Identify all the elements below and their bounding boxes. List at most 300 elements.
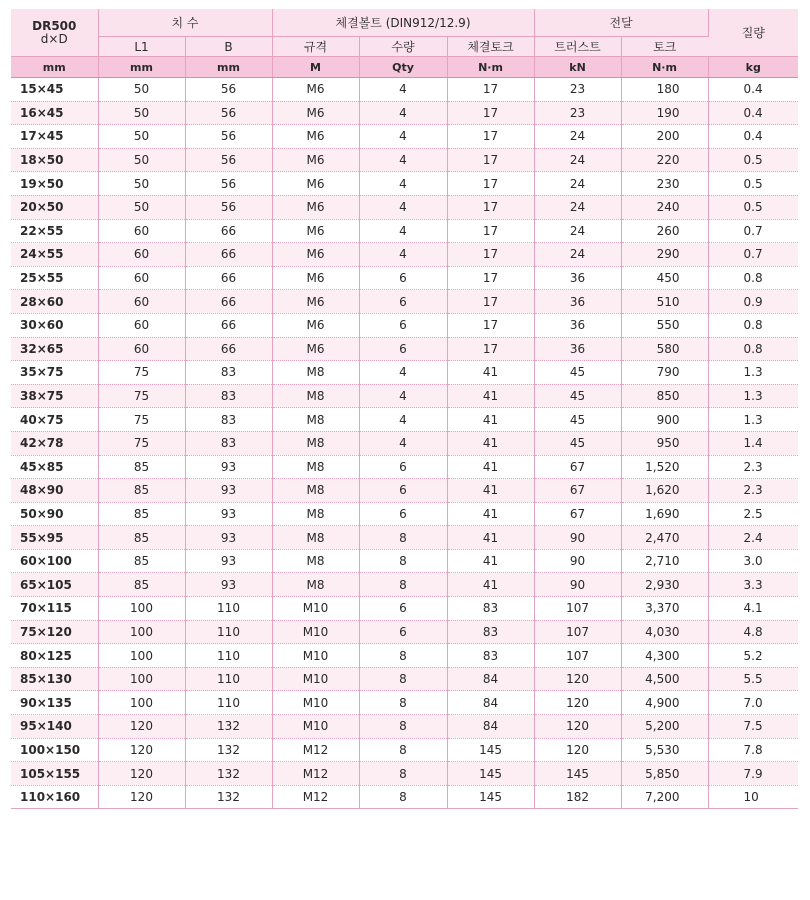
bolt-spec-cell: M6 (272, 219, 359, 243)
l1-cell: 60 (98, 313, 185, 337)
bolt-torque-cell: 41 (447, 408, 534, 432)
table-row (11, 313, 798, 337)
bolt-spec-cell: M12 (272, 738, 359, 762)
bolt-spec-cell: M8 (272, 455, 359, 479)
torque-cell: 1,690 (621, 502, 708, 526)
bolt-qty-cell: 4 (359, 148, 447, 172)
thrust-cell: 36 (534, 290, 621, 314)
bolt-spec-cell: M8 (272, 408, 359, 432)
torque-cell: 5,530 (621, 738, 708, 762)
bolt-spec-cell: M10 (272, 620, 359, 644)
table-row (11, 361, 798, 385)
transmission-group-header: 전달 (534, 9, 708, 37)
size-cell: 70×115 (11, 597, 98, 621)
torque-cell: 240 (621, 195, 708, 219)
b-cell: 66 (185, 313, 272, 337)
size-cell: 45×85 (11, 455, 98, 479)
bolt-torque-cell: 41 (447, 502, 534, 526)
size-cell: 22×55 (11, 219, 98, 243)
l1-cell: 60 (98, 290, 185, 314)
bolt-qty-cell: 8 (359, 644, 447, 668)
table-row (11, 431, 798, 455)
weight-cell: 0.4 (708, 78, 798, 102)
l1-cell: 85 (98, 502, 185, 526)
unit-cell: mm (185, 57, 272, 78)
b-cell: 83 (185, 431, 272, 455)
size-cell: 110×160 (11, 785, 98, 809)
bolt-spec-cell: M8 (272, 431, 359, 455)
b-cell: 56 (185, 125, 272, 149)
bolt-torque-cell: 17 (447, 243, 534, 267)
l1-cell: 50 (98, 172, 185, 196)
table-row (11, 172, 798, 196)
torque-cell: 2,930 (621, 573, 708, 597)
table-row (11, 384, 798, 408)
bolt-qty-cell: 4 (359, 101, 447, 125)
weight-cell: 1.4 (708, 431, 798, 455)
thrust-header: 트러스트 (534, 37, 621, 57)
weight-cell: 1.3 (708, 384, 798, 408)
table-row (11, 620, 798, 644)
l1-cell: 50 (98, 125, 185, 149)
table-row (11, 762, 798, 786)
torque-cell: 950 (621, 431, 708, 455)
bolt-spec-cell: M6 (272, 125, 359, 149)
bolt-torque-cell: 41 (447, 361, 534, 385)
unit-cell: M (272, 57, 359, 78)
bolt-spec-cell: M6 (272, 172, 359, 196)
weight-cell: 7.5 (708, 715, 798, 739)
l1-cell: 85 (98, 573, 185, 597)
size-cell: 65×105 (11, 573, 98, 597)
weight-cell: 0.9 (708, 290, 798, 314)
table-row (11, 785, 798, 809)
spec-table (11, 9, 798, 809)
size-cell: 18×50 (11, 148, 98, 172)
table-row (11, 644, 798, 668)
bolt-torque-cell: 41 (447, 431, 534, 455)
torque-cell: 450 (621, 266, 708, 290)
weight-cell: 0.7 (708, 243, 798, 267)
torque-cell: 7,200 (621, 785, 708, 809)
size-cell: 60×100 (11, 549, 98, 573)
l1-cell: 60 (98, 219, 185, 243)
bolt-spec-cell: M8 (272, 384, 359, 408)
table-row (11, 266, 798, 290)
bolt-torque-cell: 17 (447, 78, 534, 102)
bolt-spec-cell: M10 (272, 667, 359, 691)
bolt-torque-cell: 41 (447, 479, 534, 503)
thrust-cell: 67 (534, 479, 621, 503)
torque-cell: 1,520 (621, 455, 708, 479)
size-cell: 55×95 (11, 526, 98, 550)
bolt-qty-cell: 6 (359, 620, 447, 644)
weight-cell: 0.5 (708, 195, 798, 219)
table-row (11, 526, 798, 550)
bolt-torque-cell: 83 (447, 644, 534, 668)
size-cell: 30×60 (11, 313, 98, 337)
bolt-qty-cell: 8 (359, 738, 447, 762)
l1-cell: 100 (98, 667, 185, 691)
thrust-cell: 45 (534, 431, 621, 455)
bolt-spec-cell: M6 (272, 148, 359, 172)
thrust-cell: 120 (534, 715, 621, 739)
torque-cell: 900 (621, 408, 708, 432)
weight-cell: 0.4 (708, 101, 798, 125)
bolt-qty-cell: 8 (359, 762, 447, 786)
bolt-torque-cell: 17 (447, 313, 534, 337)
bolt-torque-cell: 83 (447, 597, 534, 621)
model-header-cell (11, 9, 98, 57)
size-cell: 17×45 (11, 125, 98, 149)
bolt-torque-cell: 17 (447, 172, 534, 196)
b-cell: 66 (185, 266, 272, 290)
thrust-cell: 23 (534, 78, 621, 102)
table-row (11, 148, 798, 172)
b-cell: 132 (185, 715, 272, 739)
bolt-spec-cell: M6 (272, 337, 359, 361)
torque-cell: 3,370 (621, 597, 708, 621)
thrust-cell: 24 (534, 219, 621, 243)
thrust-cell: 90 (534, 573, 621, 597)
torque-cell: 790 (621, 361, 708, 385)
weight-cell: 5.5 (708, 667, 798, 691)
thrust-cell: 24 (534, 125, 621, 149)
bolt-qty-cell: 8 (359, 715, 447, 739)
l1-cell: 75 (98, 408, 185, 432)
torque-cell: 550 (621, 313, 708, 337)
b-cell: 66 (185, 243, 272, 267)
bolt-spec-cell: M6 (272, 101, 359, 125)
unit-cell: N·m (621, 57, 708, 78)
bolt-qty-cell: 6 (359, 502, 447, 526)
table-row (11, 337, 798, 361)
weight-cell: 2.4 (708, 526, 798, 550)
l1-cell: 85 (98, 455, 185, 479)
b-cell: 93 (185, 455, 272, 479)
weight-cell: 2.3 (708, 479, 798, 503)
dimensions-group-header: 치 수 (98, 9, 272, 37)
weight-cell: 2.3 (708, 455, 798, 479)
b-cell: 93 (185, 573, 272, 597)
torque-cell: 220 (621, 148, 708, 172)
bolt-torque-cell: 17 (447, 125, 534, 149)
bolt-qty-cell: 4 (359, 361, 447, 385)
l1-cell: 60 (98, 337, 185, 361)
l1-cell: 50 (98, 78, 185, 102)
size-cell: 90×135 (11, 691, 98, 715)
b-cell: 83 (185, 408, 272, 432)
thrust-cell: 107 (534, 644, 621, 668)
table-row (11, 290, 798, 314)
l1-cell: 120 (98, 715, 185, 739)
table-row (11, 691, 798, 715)
table-row (11, 549, 798, 573)
weight-cell: 0.8 (708, 266, 798, 290)
bolt-torque-header: 체결토크 (447, 37, 534, 57)
thrust-cell: 107 (534, 597, 621, 621)
thrust-cell: 45 (534, 361, 621, 385)
torque-cell: 580 (621, 337, 708, 361)
thrust-cell: 36 (534, 266, 621, 290)
table-row (11, 715, 798, 739)
table-row (11, 408, 798, 432)
bolt-spec-cell: M8 (272, 502, 359, 526)
bolt-spec-cell: M8 (272, 549, 359, 573)
bolt-torque-cell: 145 (447, 762, 534, 786)
torque-cell: 260 (621, 219, 708, 243)
thrust-cell: 107 (534, 620, 621, 644)
bolt-qty-cell: 4 (359, 195, 447, 219)
thrust-cell: 67 (534, 455, 621, 479)
b-cell: 93 (185, 479, 272, 503)
thrust-cell: 36 (534, 337, 621, 361)
torque-cell: 190 (621, 101, 708, 125)
bolt-torque-cell: 17 (447, 101, 534, 125)
size-cell: 95×140 (11, 715, 98, 739)
l1-cell: 100 (98, 691, 185, 715)
torque-cell: 850 (621, 384, 708, 408)
bolt-qty-cell: 6 (359, 479, 447, 503)
b-cell: 110 (185, 691, 272, 715)
bolt-spec-cell: M6 (272, 78, 359, 102)
bolt-qty-cell: 8 (359, 573, 447, 597)
weight-cell: 0.8 (708, 313, 798, 337)
torque-cell: 5,850 (621, 762, 708, 786)
bolt-qty-cell: 4 (359, 219, 447, 243)
bolt-qty-cell: 8 (359, 785, 447, 809)
bolt-torque-cell: 84 (447, 715, 534, 739)
table-row (11, 243, 798, 267)
b-cell: 66 (185, 290, 272, 314)
bolt-torque-cell: 17 (447, 337, 534, 361)
thrust-cell: 24 (534, 243, 621, 267)
bolt-qty-cell: 4 (359, 125, 447, 149)
weight-cell: 1.3 (708, 361, 798, 385)
torque-cell: 200 (621, 125, 708, 149)
bolt-spec-cell: M6 (272, 243, 359, 267)
l1-cell: 75 (98, 431, 185, 455)
thrust-cell: 120 (534, 738, 621, 762)
bolt-spec-cell: M10 (272, 597, 359, 621)
b-cell: 83 (185, 384, 272, 408)
bolt-torque-cell: 84 (447, 667, 534, 691)
bolt-qty-cell: 6 (359, 313, 447, 337)
torque-cell: 4,900 (621, 691, 708, 715)
torque-cell: 180 (621, 78, 708, 102)
b-cell: 66 (185, 337, 272, 361)
bolt-qty-cell: 4 (359, 384, 447, 408)
bolt-spec-header: 규격 (272, 37, 359, 57)
l1-cell: 50 (98, 195, 185, 219)
bolt-spec-cell: M6 (272, 195, 359, 219)
bolt-torque-cell: 17 (447, 195, 534, 219)
torque-cell: 2,470 (621, 526, 708, 550)
l1-cell: 85 (98, 479, 185, 503)
thrust-cell: 120 (534, 667, 621, 691)
model-name: DR500 (32, 18, 77, 33)
weight-cell: 7.8 (708, 738, 798, 762)
b-cell: 110 (185, 620, 272, 644)
torque-cell: 5,200 (621, 715, 708, 739)
bolt-torque-cell: 84 (447, 691, 534, 715)
unit-cell: mm (98, 57, 185, 78)
l1-cell: 60 (98, 243, 185, 267)
bolt-torque-cell: 41 (447, 384, 534, 408)
table-row (11, 219, 798, 243)
l1-cell: 120 (98, 762, 185, 786)
torque-cell: 4,030 (621, 620, 708, 644)
b-cell: 93 (185, 502, 272, 526)
bolt-qty-cell: 6 (359, 290, 447, 314)
unit-cell: kN (534, 57, 621, 78)
table-row (11, 101, 798, 125)
thrust-cell: 90 (534, 549, 621, 573)
thrust-cell: 45 (534, 408, 621, 432)
bolt-torque-cell: 17 (447, 266, 534, 290)
size-cell: 50×90 (11, 502, 98, 526)
weight-cell: 0.7 (708, 219, 798, 243)
bolt-spec-cell: M8 (272, 573, 359, 597)
b-cell: 93 (185, 549, 272, 573)
bolt-spec-cell: M10 (272, 715, 359, 739)
l1-header: L1 (98, 37, 185, 57)
size-cell: 24×55 (11, 243, 98, 267)
table-row (11, 597, 798, 621)
size-cell: 19×50 (11, 172, 98, 196)
table-row (11, 78, 798, 102)
model-size-label: d×D (40, 31, 68, 46)
bolt-qty-cell: 8 (359, 549, 447, 573)
b-cell: 132 (185, 762, 272, 786)
l1-cell: 85 (98, 526, 185, 550)
bolt-spec-cell: M6 (272, 290, 359, 314)
size-cell: 80×125 (11, 644, 98, 668)
torque-cell: 510 (621, 290, 708, 314)
table-row (11, 479, 798, 503)
bolt-qty-cell: 8 (359, 691, 447, 715)
bolt-qty-cell: 4 (359, 243, 447, 267)
weight-cell: 5.2 (708, 644, 798, 668)
table-row (11, 455, 798, 479)
weight-cell: 1.3 (708, 408, 798, 432)
bolt-qty-header: 수량 (359, 37, 447, 57)
weight-cell: 2.5 (708, 502, 798, 526)
size-cell: 100×150 (11, 738, 98, 762)
bolt-qty-cell: 8 (359, 667, 447, 691)
bolt-torque-cell: 17 (447, 219, 534, 243)
thrust-cell: 24 (534, 195, 621, 219)
b-cell: 56 (185, 101, 272, 125)
bolt-spec-cell: M10 (272, 644, 359, 668)
b-cell: 93 (185, 526, 272, 550)
thrust-cell: 24 (534, 148, 621, 172)
thrust-cell: 23 (534, 101, 621, 125)
thrust-cell: 24 (534, 172, 621, 196)
b-cell: 83 (185, 361, 272, 385)
size-cell: 48×90 (11, 479, 98, 503)
bolt-torque-cell: 83 (447, 620, 534, 644)
unit-cell: mm (11, 57, 98, 78)
bolt-qty-cell: 4 (359, 408, 447, 432)
bolt-torque-cell: 17 (447, 290, 534, 314)
b-cell: 132 (185, 738, 272, 762)
size-cell: 75×120 (11, 620, 98, 644)
b-cell: 110 (185, 667, 272, 691)
weight-cell: 0.5 (708, 148, 798, 172)
weight-cell: 0.5 (708, 172, 798, 196)
table-row (11, 502, 798, 526)
b-cell: 132 (185, 785, 272, 809)
torque-cell: 290 (621, 243, 708, 267)
unit-cell: N·m (447, 57, 534, 78)
l1-cell: 60 (98, 266, 185, 290)
size-cell: 38×75 (11, 384, 98, 408)
bolt-torque-cell: 145 (447, 785, 534, 809)
b-cell: 110 (185, 644, 272, 668)
l1-cell: 120 (98, 785, 185, 809)
l1-cell: 85 (98, 549, 185, 573)
bolt-spec-cell: M6 (272, 266, 359, 290)
bolt-qty-cell: 8 (359, 526, 447, 550)
thrust-cell: 120 (534, 691, 621, 715)
bolt-qty-cell: 6 (359, 266, 447, 290)
l1-cell: 100 (98, 644, 185, 668)
b-cell: 56 (185, 195, 272, 219)
thrust-cell: 67 (534, 502, 621, 526)
size-cell: 42×78 (11, 431, 98, 455)
l1-cell: 100 (98, 620, 185, 644)
b-cell: 56 (185, 78, 272, 102)
bolt-torque-cell: 41 (447, 455, 534, 479)
table-row (11, 125, 798, 149)
weight-cell: 7.9 (708, 762, 798, 786)
bolt-spec-cell: M12 (272, 785, 359, 809)
unit-cell: kg (708, 57, 798, 78)
l1-cell: 120 (98, 738, 185, 762)
table-row (11, 573, 798, 597)
size-cell: 40×75 (11, 408, 98, 432)
bolt-torque-cell: 41 (447, 573, 534, 597)
size-cell: 105×155 (11, 762, 98, 786)
unit-cell: Qty (359, 57, 447, 78)
size-cell: 85×130 (11, 667, 98, 691)
weight-cell: 4.1 (708, 597, 798, 621)
torque-cell: 1,620 (621, 479, 708, 503)
l1-cell: 100 (98, 597, 185, 621)
b-cell: 56 (185, 172, 272, 196)
table-row (11, 738, 798, 762)
torque-header: 토크 (621, 37, 708, 57)
thrust-cell: 36 (534, 313, 621, 337)
weight-cell: 7.0 (708, 691, 798, 715)
table-body (11, 78, 798, 809)
size-cell: 35×75 (11, 361, 98, 385)
weight-cell: 3.0 (708, 549, 798, 573)
bolt-spec-cell: M6 (272, 313, 359, 337)
size-cell: 32×65 (11, 337, 98, 361)
table-header (11, 9, 798, 78)
bolt-qty-cell: 4 (359, 78, 447, 102)
bolt-qty-cell: 4 (359, 431, 447, 455)
bolt-torque-cell: 17 (447, 148, 534, 172)
thrust-cell: 90 (534, 526, 621, 550)
table-row (11, 667, 798, 691)
b-header: B (185, 37, 272, 57)
weight-cell: 10 (708, 785, 798, 809)
bolt-spec-cell: M8 (272, 361, 359, 385)
bolt-qty-cell: 4 (359, 172, 447, 196)
